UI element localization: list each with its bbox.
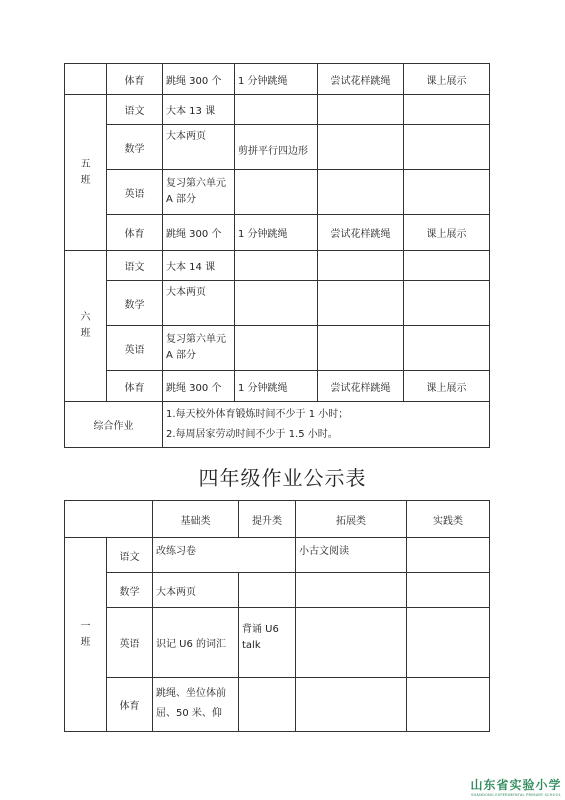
table-header-row [65, 501, 490, 538]
corner-cell [65, 501, 153, 538]
extend-cell [318, 281, 404, 326]
extend-cell [318, 95, 404, 125]
advance-cell [235, 281, 318, 326]
subject-cell: 体育 [107, 64, 163, 95]
advance-cell: 1 分钟跳绳 [235, 215, 318, 251]
subject-cell: 体育 [107, 215, 163, 251]
school-logo [470, 776, 562, 797]
header-basic: 基础类 [153, 501, 239, 538]
table-row [65, 251, 490, 281]
school-name-cn: 山东省实验小学 [470, 778, 562, 792]
subject-cell: 英语 [107, 170, 163, 215]
advance-cell [235, 326, 318, 371]
subject-cell: 数学 [107, 125, 163, 170]
practice-cell [407, 538, 490, 573]
practice-cell [404, 326, 490, 371]
basic-cell: 大本两页 [163, 125, 235, 170]
table-row [65, 326, 490, 371]
advance-cell [239, 573, 296, 608]
basic-cell: 跳绳 300 个 [163, 215, 235, 251]
basic-cell: 跳绳 300 个 [163, 371, 235, 402]
basic-advance-merged-cell: 改练习卷 [153, 538, 296, 573]
class-name: 五 班 [80, 158, 91, 186]
extend-cell: 尝试花样跳绳 [318, 371, 404, 402]
table-row [65, 402, 490, 448]
extend-cell: 尝试花样跳绳 [318, 215, 404, 251]
basic-cell: 大本两页 [153, 573, 239, 608]
table-row [65, 64, 490, 95]
extend-cell [296, 678, 407, 732]
page-title: 四年级作业公示表 [198, 466, 367, 490]
school-name-en: SHANDONG EXPERIMENTAL PRIMARY SCHOOL [471, 793, 561, 797]
practice-cell [407, 678, 490, 732]
practice-cell [407, 573, 490, 608]
table-row [65, 608, 490, 678]
table-row [65, 215, 490, 251]
homework-table-grade5-continued [64, 63, 490, 448]
extend-cell: 小古文阅读 [296, 538, 407, 573]
advance-cell: 1 分钟跳绳 [235, 371, 318, 402]
subject-cell: 数学 [107, 573, 153, 608]
table-row [65, 281, 490, 326]
extend-cell [318, 251, 404, 281]
class-name: 六 班 [80, 312, 91, 339]
basic-cell: 大本 14 课 [163, 251, 235, 281]
class-name-cell [65, 95, 107, 251]
subject-cell: 语文 [107, 95, 163, 125]
subject-cell: 数学 [107, 281, 163, 326]
table-row [65, 538, 490, 573]
table-row [65, 170, 490, 215]
basic-cell: 大本 13 课 [163, 95, 235, 125]
class-cell [65, 64, 107, 95]
practice-cell [404, 125, 490, 170]
class-name-cell [65, 251, 107, 402]
extend-cell [318, 170, 404, 215]
table-row [65, 678, 490, 732]
basic-cell: 复习第六单元 A 部分 [163, 170, 235, 215]
table-row [65, 371, 490, 402]
practice-cell: 课上展示 [404, 215, 490, 251]
subject-cell: 体育 [107, 371, 163, 402]
extend-cell: 尝试花样跳绳 [318, 64, 404, 95]
class-name-cell [65, 538, 107, 732]
header-extend: 拓展类 [296, 501, 407, 538]
table-row [65, 95, 490, 125]
practice-cell: 课上展示 [404, 371, 490, 402]
basic-cell: 跳绳、坐位体前 屈、50 米、仰 [153, 678, 239, 732]
summary-line-2: 2.每周居家劳动时间不少于 1.5 小时。 [166, 428, 338, 440]
subject-cell: 英语 [107, 326, 163, 371]
subject-cell: 体育 [107, 678, 153, 732]
homework-table-grade4 [64, 500, 490, 732]
header-practice: 实践类 [407, 501, 490, 538]
basic-cell: 大本两页 [163, 281, 235, 326]
practice-cell [404, 170, 490, 215]
advance-cell [239, 678, 296, 732]
subject-cell: 语文 [107, 251, 163, 281]
extend-cell [318, 326, 404, 371]
extend-cell [318, 125, 404, 170]
practice-cell [404, 251, 490, 281]
summary-content [163, 402, 490, 448]
advance-cell: 背诵 U6 talk [239, 608, 296, 678]
advance-cell: 1 分钟跳绳 [235, 64, 318, 95]
summary-line-1: 1.每天校外体育锻炼时间不少于 1 小时； [166, 408, 349, 420]
practice-cell [404, 281, 490, 326]
table-row [65, 573, 490, 608]
extend-cell [296, 608, 407, 678]
advance-cell [235, 251, 318, 281]
class-name: 一 班 [80, 620, 91, 648]
header-advance: 提升类 [239, 501, 296, 538]
practice-cell [404, 95, 490, 125]
advance-cell: 剪拼平行四边形 [235, 125, 318, 170]
basic-cell: 识记 U6 的词汇 [153, 608, 239, 678]
table-row [65, 125, 490, 170]
subject-cell: 语文 [107, 538, 153, 573]
basic-cell: 复习第六单元 A 部分 [163, 326, 235, 371]
practice-cell [407, 608, 490, 678]
advance-cell [235, 95, 318, 125]
extend-cell [296, 573, 407, 608]
basic-cell: 跳绳 300 个 [163, 64, 235, 95]
subject-cell: 英语 [107, 608, 153, 678]
advance-cell [235, 170, 318, 215]
practice-cell: 课上展示 [404, 64, 490, 95]
summary-label: 综合作业 [65, 402, 163, 448]
